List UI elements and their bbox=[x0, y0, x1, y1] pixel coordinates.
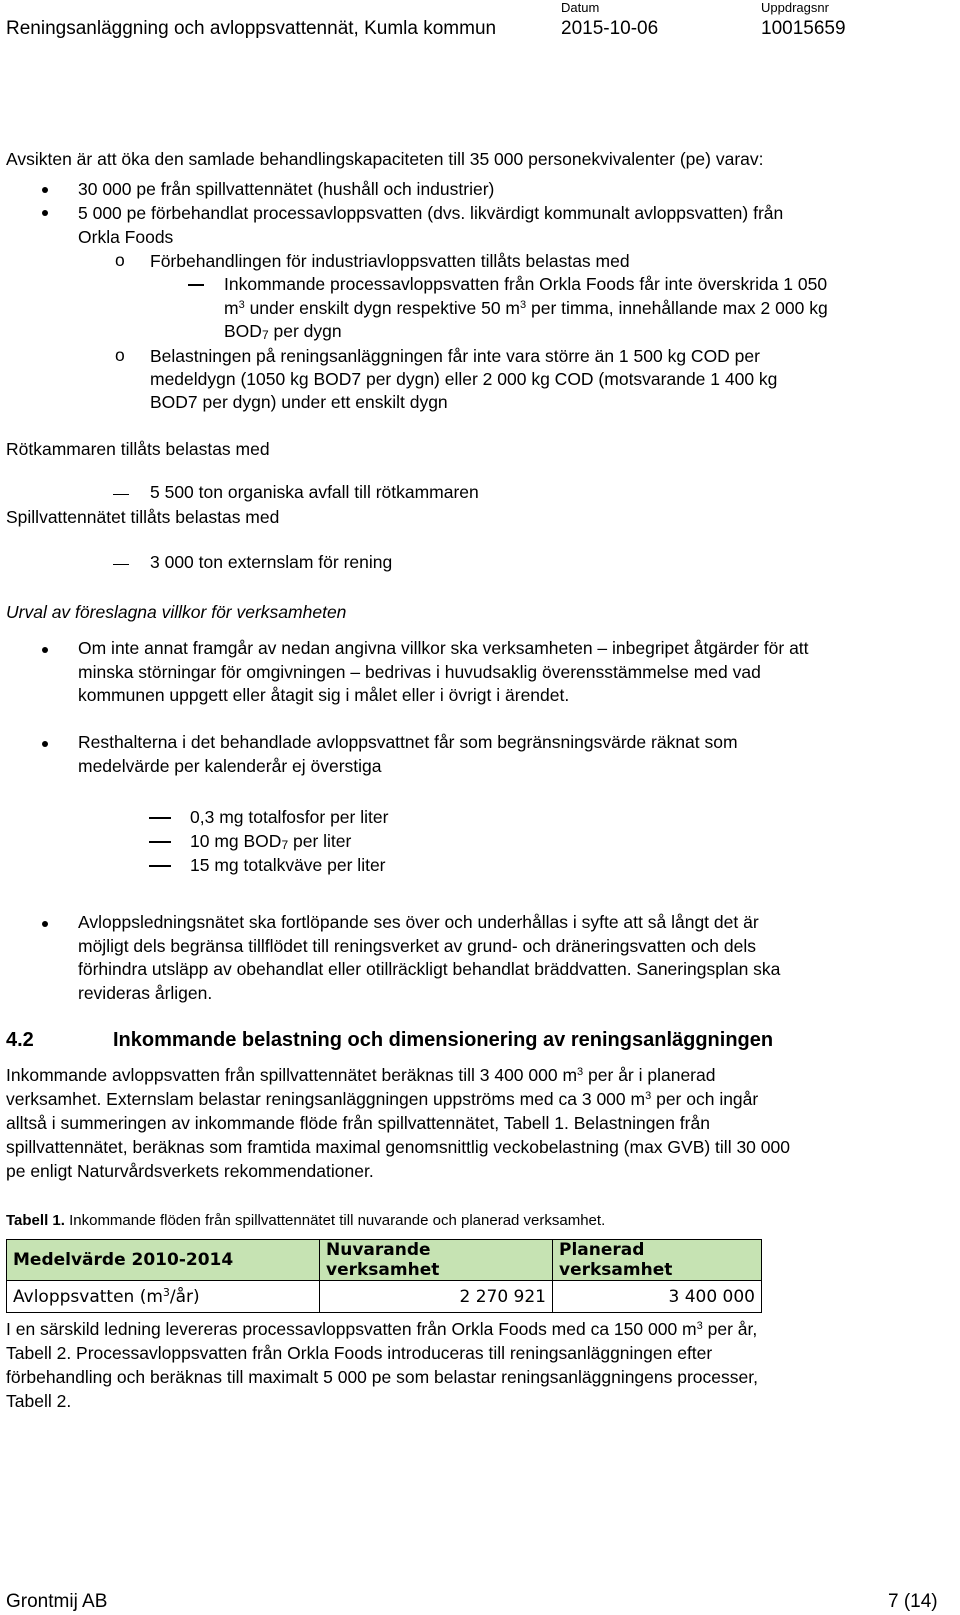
list-item: Resthalterna i det behandlade avloppsvattnet får som begränsningsvärde räknat som bbox=[78, 732, 738, 752]
list-item: Om inte annat framgår av nedan angivna villkor ska verksamheten – inbegripet åtgärder för att bbox=[78, 638, 809, 658]
sub-sub-item-continued: $BOD_7$ per dygn bbox=[224, 321, 342, 342]
spillvatten-item: 3 000 ton externslam för rening bbox=[150, 552, 393, 572]
paragraph-line: Tabell 2. bbox=[6, 1391, 72, 1411]
flow-table bbox=[6, 1239, 762, 1313]
list-item-continued: Orkla Foods bbox=[78, 227, 174, 247]
table-header-cell: Nuvarande verksamhet bbox=[320, 1240, 553, 1281]
paragraph-line: förbehandling och beräknas till maximalt 5 000 pe som belastar reningsanläggningens processer, bbox=[6, 1367, 758, 1387]
paragraph-line: Tabell 2. Processavloppsvatten från Orkla Foods introduceras till reningsanläggningen efter bbox=[6, 1343, 713, 1363]
table-header-row bbox=[7, 1240, 762, 1281]
dash-icon bbox=[113, 494, 129, 495]
limit-item: 0,3 mg totalfosfor per liter bbox=[190, 807, 389, 827]
dash-icon bbox=[113, 564, 129, 565]
section-number: 4.2 bbox=[6, 1029, 34, 1051]
dash-icon bbox=[188, 284, 204, 286]
sub-sub-item-continued: $m^3$ under enskilt dygn respektive 50 $m^3$ per timma, innehållande max 2 000 kg bbox=[224, 298, 828, 318]
table-caption: Tabell 1. Inkommande flöden från spillvattennätet till nuvarande och planerad verksamhet. bbox=[6, 1212, 606, 1229]
bullet-icon bbox=[42, 187, 48, 193]
table-cell-planned: 3 400 000 bbox=[553, 1281, 762, 1313]
bullet-icon bbox=[42, 647, 48, 653]
list-item: Avloppsledningsnätet ska fortlöpande ses över och underhållas i syfte att så långt det är bbox=[78, 912, 759, 932]
dash-icon bbox=[149, 841, 171, 843]
paragraph-line: verksamhet. Externslam belastar reningsanläggningen uppströms med ca 3 000 $m^3$ per och ingår bbox=[6, 1089, 759, 1109]
sub-sub-item: Inkommande processavloppsvatten från Orkla Foods får inte överskrida 1 050 bbox=[224, 274, 828, 294]
bullet-icon bbox=[42, 741, 48, 747]
villkor-heading: Urval av föreslagna villkor för verksamheten bbox=[6, 602, 347, 622]
rotkammare-item: 5 500 ton organiska avfall till rötkammaren bbox=[150, 482, 479, 502]
bullet-icon bbox=[42, 921, 48, 927]
table-header-cell: Medelvärde 2010-2014 bbox=[7, 1240, 320, 1281]
rotkammare-label: Rötkammaren tillåts belastas med bbox=[6, 439, 270, 459]
sub-list-item: Förbehandlingen för industriavloppsvatten tillåts belastas med bbox=[150, 251, 630, 271]
limit-item: 15 mg totalkväve per liter bbox=[190, 855, 386, 875]
list-item-continued: minska störningar för omgivningen – bedrivas i huvudsaklig överensstämmelse med vad bbox=[78, 662, 761, 682]
date-label: Datum bbox=[561, 0, 600, 15]
footer-company: Grontmij AB bbox=[6, 1591, 108, 1612]
list-item-continued: kommunen uppgett eller åtagit sig i målet eller i övrigt i ärendet. bbox=[78, 685, 570, 705]
limit-item: 10 mg $BOD_7$ per liter bbox=[190, 831, 352, 852]
paragraph-line: alltså i summeringen av inkommande flöde från spillvattennätet, Tabell 1. Belastningen från bbox=[6, 1113, 710, 1133]
paragraph-line: spillvattennätet, beräknas som framtida maximal genomsnittlig veckobelastning (max GVB) till 30 000 bbox=[6, 1137, 790, 1157]
spillvatten-label: Spillvattennätet tillåts belastas med bbox=[6, 507, 280, 527]
bullet-icon bbox=[42, 210, 48, 216]
list-item-continued: medelvärde per kalenderår ej överstiga bbox=[78, 756, 382, 776]
list-item-continued: möjligt dels begränsa tillflödet till reningsverket av grund- och dräneringsvatten och dels bbox=[78, 936, 757, 956]
list-item-continued: revideras årligen. bbox=[78, 983, 213, 1003]
footer-page-number: 7 (14) bbox=[888, 1591, 938, 1612]
table-cell-current: 2 270 921 bbox=[320, 1281, 553, 1313]
sub-list-item: Belastningen på reningsanläggningen får inte vara större än 1 500 kg COD per bbox=[150, 346, 760, 366]
list-item-continued: förhindra utsläpp av obehandlat eller otillräckligt behandlat bräddvatten. Saneringsplan ska bbox=[78, 959, 781, 979]
dash-icon bbox=[149, 865, 171, 867]
list-item: 30 000 pe från spillvattennätet (hushåll och industrier) bbox=[78, 179, 495, 199]
table-row bbox=[7, 1281, 762, 1313]
sub-list-item-continued: medeldygn (1050 kg BOD7 per dygn) eller 2 000 kg COD (motsvarande 1 400 kg bbox=[150, 369, 778, 389]
paragraph-line: I en särskild ledning levereras processavloppsvatten från Orkla Foods med ca 150 000 $m^3$ per år, bbox=[6, 1319, 758, 1339]
table-header-cell: Planerad verksamhet bbox=[553, 1240, 762, 1281]
table-cell-label: Avloppsvatten $(m^3/år)$ bbox=[7, 1281, 320, 1313]
circle-bullet-icon: o bbox=[115, 345, 125, 365]
dash-icon bbox=[149, 817, 171, 819]
document-title: Reningsanläggning och avloppsvattennät, Kumla kommun bbox=[6, 18, 497, 39]
circle-bullet-icon: o bbox=[115, 250, 125, 270]
section-title: Inkommande belastning och dimensionering av reningsanläggningen bbox=[113, 1029, 774, 1051]
intro-paragraph: Avsikten är att öka den samlade behandlingskapaciteten till 35 000 personekvivalenter (pe) varav: bbox=[6, 149, 764, 169]
paragraph-line: Inkommande avloppsvatten från spillvattennätet beräknas till 3 400 000 $m^3$ per år i planerad bbox=[6, 1065, 716, 1085]
list-item: 5 000 pe förbehandlat processavloppsvatten (dvs. likvärdigt kommunalt avloppsvatten) från bbox=[78, 203, 784, 223]
ref-value: 10015659 bbox=[761, 18, 846, 39]
sub-list-item-continued: BOD7 per dygn) under ett enskilt dygn bbox=[150, 392, 448, 412]
ref-label: Uppdragsnr bbox=[761, 0, 829, 15]
paragraph-line: pe enligt Naturvårdsverkets rekommendationer. bbox=[6, 1161, 374, 1181]
date-value: 2015-10-06 bbox=[561, 18, 659, 39]
